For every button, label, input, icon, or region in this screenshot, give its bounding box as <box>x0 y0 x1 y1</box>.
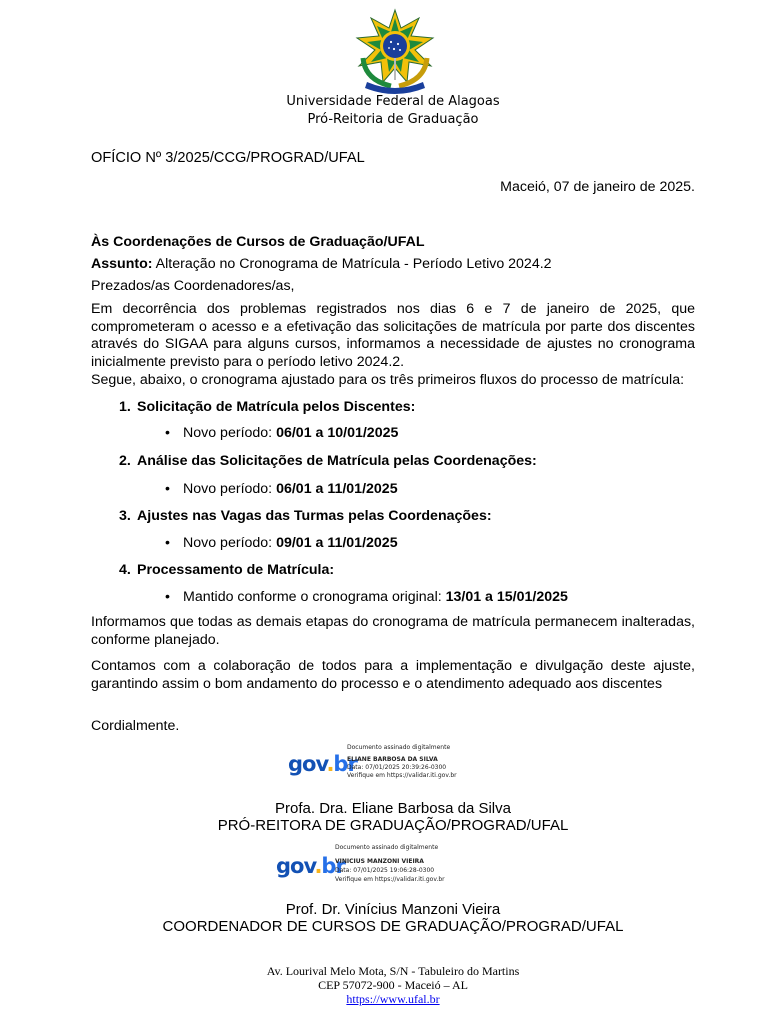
signed-label: Documento assinado digitalmente <box>335 844 439 851</box>
department-name: Pró-Reitoria de Graduação <box>307 112 479 127</box>
step-2-number: 2. <box>119 453 131 469</box>
step-4-dates: 13/01 a 15/01/2025 <box>445 589 568 605</box>
university-name: Universidade Federal de Alagoas <box>286 94 500 109</box>
step-1-period <box>183 425 683 443</box>
step-2-title: Análise das Solicitações de Matrícula pelas Coordenações: <box>137 453 537 469</box>
govbr-logo-gov: gov <box>288 752 327 776</box>
govbr-logo-br: br <box>321 854 345 878</box>
verify-line: Verifique em https://validar.iti.gov.br <box>335 876 445 883</box>
footer-address: Av. Lourival Melo Mota, S/N - Tabuleiro do Martins <box>266 964 520 978</box>
unchanged-paragraph: Informamos que todas as demais etapas do cronograma de matrícula permanecem inalteradas, conforme planejado. <box>91 614 695 648</box>
govbr-logo-dot: . <box>326 752 334 776</box>
signer-1-role: PRÓ-REITORA DE GRADUAÇÃO/PROGRAD/UFAL <box>217 817 569 834</box>
step-1-title: Solicitação de Matrícula pelos Discentes: <box>137 399 416 415</box>
bullet-icon: • <box>165 481 170 497</box>
step-4-period <box>183 589 683 607</box>
signer-1-name: Profa. Dra. Eliane Barbosa da Silva <box>275 800 511 817</box>
signed-label: Documento assinado digitalmente <box>347 744 451 751</box>
signer-2-name: Prof. Dr. Vinícius Manzoni Vieira <box>285 901 501 918</box>
step-4-number: 4. <box>119 562 131 578</box>
intro-paragraph-2: Segue, abaixo, o cronograma ajustado para os três primeiros fluxos do processo de matrícula: <box>91 372 685 388</box>
step-1-number: 1. <box>119 399 131 415</box>
digital-signature-stamp <box>276 842 476 886</box>
verify-line: Verifique em https://validar.iti.gov.br <box>347 772 457 779</box>
bullet-icon: • <box>165 535 170 551</box>
bullet-icon: • <box>165 589 170 605</box>
signature-date: Data: 07/01/2025 19:06:28-0300 <box>335 867 435 874</box>
footer-website <box>0 992 768 1006</box>
step-4-label: Mantido conforme o cronograma original: <box>183 589 446 605</box>
website-link[interactable]: https://www.ufal.br <box>346 992 440 1006</box>
signer-caps: ELIANE BARBOSA DA SILVA <box>347 756 438 763</box>
bullet-icon: • <box>165 425 170 441</box>
recipient: Às Coordenações de Cursos de Graduação/UFAL <box>91 234 425 250</box>
subject-label: Assunto: <box>91 256 153 272</box>
collaboration-paragraph: Contamos com a colaboração de todos para a implementação e divulgação deste ajuste, garantindo assim o bom andamento do processo e o atendimento adequado aos discentes <box>91 658 695 692</box>
step-1-label: Novo período: <box>183 425 277 441</box>
step-2-period <box>183 481 683 499</box>
greeting: Prezados/as Coordenadores/as, <box>91 278 295 294</box>
step-2-dates: 06/01 a 11/01/2025 <box>276 481 398 497</box>
place-date: Maceió, 07 de janeiro de 2025. <box>500 179 695 195</box>
step-3-number: 3. <box>119 508 131 524</box>
step-2-label: Novo período: <box>183 481 277 497</box>
coat-of-arms-emblem <box>353 8 437 94</box>
step-3-dates: 09/01 a 11/01/2025 <box>276 535 398 551</box>
letter-reference: OFÍCIO Nº 3/2025/CCG/PROGRAD/UFAL <box>91 150 365 166</box>
signer-2-role: COORDENADOR DE CURSOS DE GRADUAÇÃO/PROGRAD/UFAL <box>162 918 624 935</box>
step-4-title: Processamento de Matrícula: <box>137 562 335 578</box>
step-3-period <box>183 535 683 553</box>
footer-cep: CEP 57072-900 - Maceió – AL <box>318 978 468 992</box>
step-3-label: Novo período: <box>183 535 277 551</box>
digital-signature-stamp <box>288 742 488 786</box>
subject-line <box>91 256 695 274</box>
signature-date: Data: 07/01/2025 20:39:26-0300 <box>347 764 447 771</box>
step-3-title: Ajustes nas Vagas das Turmas pelas Coordenações: <box>137 508 492 524</box>
govbr-logo-dot: . <box>314 854 322 878</box>
signer-caps: VINICIUS MANZONI VIEIRA <box>335 858 424 865</box>
govbr-logo-gov: gov <box>276 854 315 878</box>
intro-paragraph: Em decorrência dos problemas registrados nos dias 6 e 7 de janeiro de 2025, que comprometeram o acesso e a efetivação das solicitações de matrícula por parte dos discentes através do SIGAA para alguns cursos, informamos a necessidade de ajustes no cronograma inicialmente previsto para o período letivo 2024.2. <box>91 301 695 370</box>
closing: Cordialmente. <box>91 718 180 734</box>
govbr-logo-br: br <box>333 752 357 776</box>
subject-text: Alteração no Cronograma de Matrícula - Período Letivo 2024.2 <box>152 256 552 272</box>
step-1-dates: 06/01 a 10/01/2025 <box>276 425 399 441</box>
